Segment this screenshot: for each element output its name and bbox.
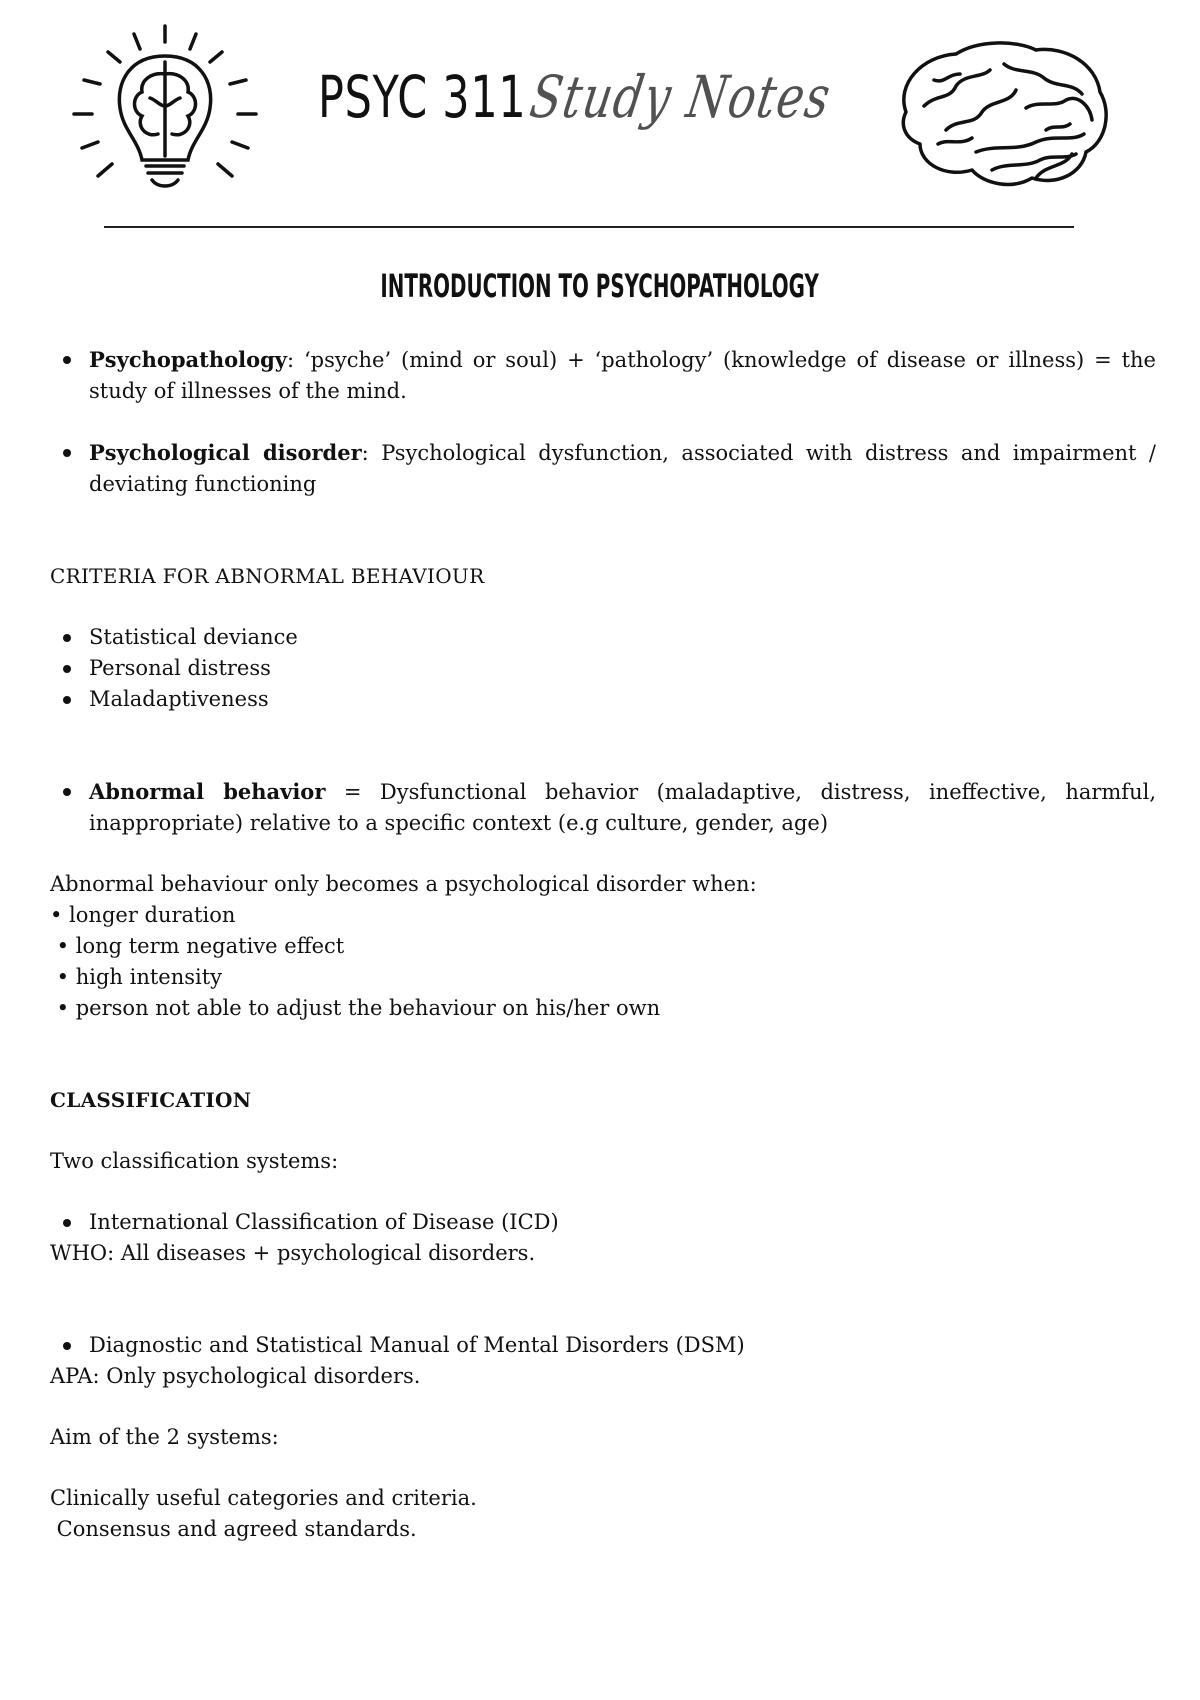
- paragraph: Abnormal behaviour only becomes a psychological disorder when:: [50, 872, 757, 896]
- paragraph: Clinically useful categories and criteria.: [50, 1486, 477, 1510]
- paragraph-line: • high intensity: [50, 965, 223, 989]
- paragraph: Consensus and agreed standards.: [50, 1517, 417, 1541]
- list-item: Statistical deviance: [50, 622, 1156, 653]
- page-title: INTRODUCTION TO PSYCHOPATHOLOGY: [380, 267, 820, 305]
- paragraph: Two classification systems:: [50, 1149, 339, 1173]
- criteria-list: [50, 622, 1156, 715]
- term: Abnormal behavior: [89, 779, 326, 804]
- definition-text: : ‘psyche’ (mind or soul) + ‘pathology’ (knowledge of disease or illness) = the study of illnesses of the mind.: [89, 348, 1156, 403]
- definition-list: [50, 437, 1156, 500]
- list-item: International Classification of Disease (ICD): [50, 1207, 1156, 1238]
- list-item: Diagnostic and Statistical Manual of Mental Disorders (DSM): [50, 1330, 1156, 1361]
- section-heading: CLASSIFICATION: [50, 1088, 252, 1112]
- term: Psychopathology: [89, 347, 288, 372]
- course-subtitle: Study Notes: [525, 63, 837, 131]
- system-list: [50, 1330, 1156, 1361]
- list-item: [50, 344, 1156, 407]
- system-list: [50, 1207, 1156, 1238]
- list-item: Maladaptiveness: [50, 684, 1156, 715]
- course-code: PSYC 311: [318, 63, 527, 131]
- definition-list: [50, 344, 1156, 407]
- header-divider: [104, 226, 1074, 228]
- list-item: Personal distress: [50, 653, 1156, 684]
- term: Psychological disorder: [89, 440, 362, 465]
- section-heading: CRITERIA FOR ABNORMAL BEHAVIOUR: [50, 564, 485, 588]
- paragraph: WHO: All diseases + psychological disorders.: [50, 1241, 536, 1265]
- paragraph-line: • person not able to adjust the behaviour on his/her own: [50, 996, 661, 1020]
- paragraph-line: • longer duration: [50, 903, 236, 927]
- list-item: [50, 776, 1156, 839]
- list-item: [50, 437, 1156, 500]
- document-body: [50, 344, 1156, 1545]
- paragraph-line: • long term negative effect: [50, 934, 345, 958]
- definition-text: : Psychological dysfunction, associated with distress and impairment / deviating functioning: [89, 441, 1156, 496]
- page-header: [0, 0, 1200, 230]
- paragraph: Aim of the 2 systems:: [50, 1425, 279, 1449]
- lightbulb-brain-icon: [70, 22, 260, 194]
- definition-list: [50, 776, 1156, 839]
- paragraph: APA: Only psychological disorders.: [50, 1364, 421, 1388]
- definition-text: = Dysfunctional behavior (maladaptive, distress, ineffective, harmful, inappropriate) relative to a specific context (e.g culture, gender, age): [89, 780, 1156, 835]
- brain-icon: [886, 34, 1116, 194]
